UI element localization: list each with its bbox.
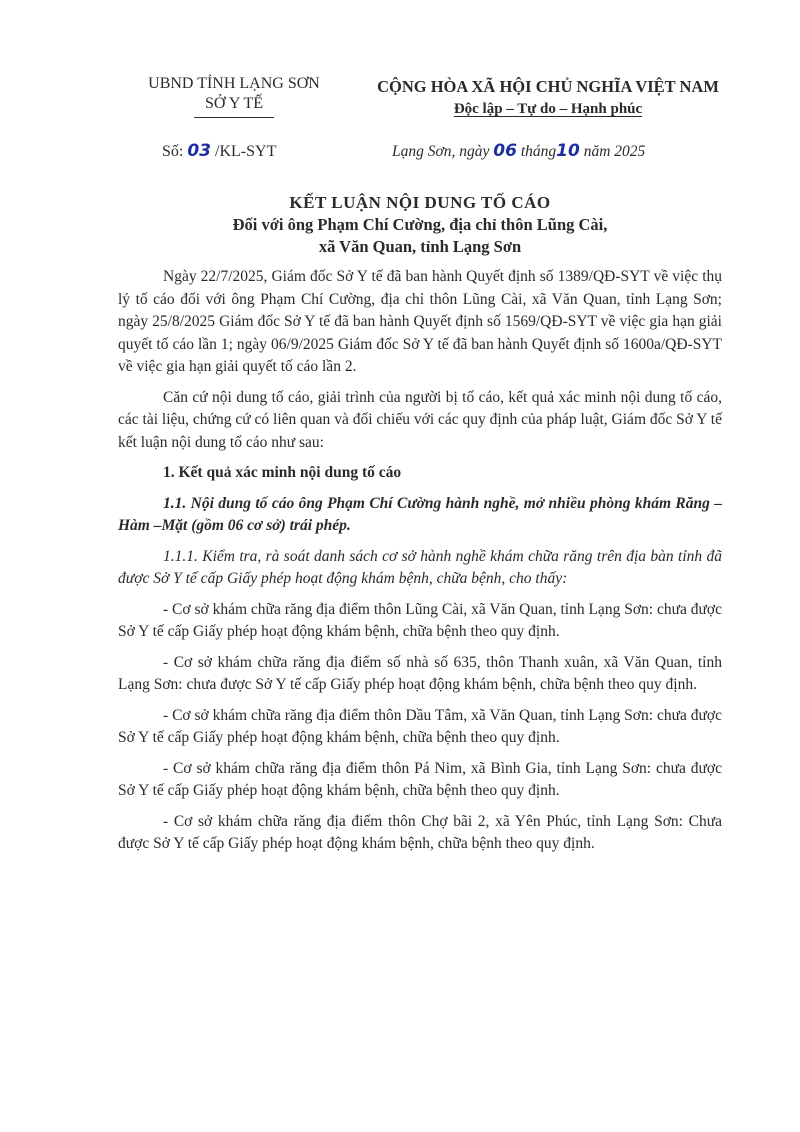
section-heading-1-1: 1.1. Nội dung tố cáo ông Phạm Chí Cường hành nghề, mở nhiều phòng khám Răng – Hàm –Mặt (gồm 06 cơ sở) trái phép. xyxy=(118,494,722,534)
section-heading-1-1-1: 1.1.1. Kiểm tra, rà soát danh sách cơ sở hành nghề khám chữa răng trên địa bàn tỉnh đã được Sở Y tế cấp Giấy phép hoạt động khám bệnh, chữa bệnh, cho thấy: xyxy=(118,547,722,587)
document-title xyxy=(100,192,740,258)
title-main: KẾT LUẬN NỘI DUNG TỐ CÁO xyxy=(289,193,551,212)
issuing-agency xyxy=(128,74,340,114)
paragraph-intro: Ngày 22/7/2025, Giám đốc Sở Y tế đã ban hành Quyết định số 1389/QĐ-SYT về việc thụ lý tố cáo đối với ông Phạm Chí Cường, địa chỉ thôn Lũng Cài, xã Văn Quan, tỉnh Lạng Sơn; ngày 25/8/2025 Giám đốc Sở Y tế đã ban hành Quyết định số 1569/QĐ-SYT về việc gia hạn giải quyết tố cáo lần 1; ngày 06/9/2025 Giám đốc Sở Y tế đã ban hành Quyết định số 1600a/QĐ-SYT về việc gia hạn giải quyết tố cáo lần 2. xyxy=(118,268,722,375)
national-header xyxy=(348,76,748,120)
national-motto: Độc lập – Tự do – Hạnh phúc xyxy=(453,101,643,117)
document-body xyxy=(118,266,722,856)
handwritten-number: 03 xyxy=(187,141,212,161)
document-number: Số: 03 /KL-SYT xyxy=(162,141,277,161)
title-subject-line-1: Đối với ông Phạm Chí Cường, địa chỉ thôn Lũng Cài, xyxy=(232,215,608,234)
country-name: CỘNG HÒA XÃ HỘI CHỦ NGHĨA VIỆT NAM xyxy=(377,77,719,96)
list-item: - Cơ sở khám chữa răng địa điểm thôn Chợ bãi 2, xã Yên Phúc, tỉnh Lạng Sơn: Chưa được Sở Y tế cấp Giấy phép hoạt động khám bệnh, chữa bệnh theo quy định. xyxy=(118,812,722,852)
document-date: Lạng Sơn, ngày 06 tháng10 năm 2025 xyxy=(392,141,646,161)
list-item: - Cơ sở khám chữa răng địa điểm thôn Lũng Cài, xã Văn Quan, tỉnh Lạng Sơn: chưa được Sở Y tế cấp Giấy phép hoạt động khám bệnh, chữa bệnh theo quy định. xyxy=(118,600,722,640)
list-item: - Cơ sở khám chữa răng địa điểm số nhà số 635, thôn Thanh xuân, xã Văn Quan, tỉnh Lạng Sơn: chưa được Sở Y tế cấp Giấy phép hoạt động khám bệnh, chữa bệnh theo quy định. xyxy=(118,653,722,693)
agency-parent: UBND TỈNH LẠNG SƠN xyxy=(148,75,320,92)
list-item: - Cơ sở khám chữa răng địa điểm thôn Pá Nim, xã Bình Gia, tỉnh Lạng Sơn: chưa được Sở Y tế cấp Giấy phép hoạt động khám bệnh, chữa bệnh theo quy định. xyxy=(118,759,722,799)
agency-underline xyxy=(194,117,274,118)
handwritten-month: 10 xyxy=(556,141,580,161)
title-subject-line-2: xã Văn Quan, tỉnh Lạng Sơn xyxy=(318,237,522,256)
section-heading-1: 1. Kết quả xác minh nội dung tố cáo xyxy=(163,464,402,481)
agency-name: SỞ Y TẾ xyxy=(204,95,264,112)
handwritten-day: 06 xyxy=(493,141,517,161)
list-item: - Cơ sở khám chữa răng địa điểm thôn Dầu Tâm, xã Văn Quan, tỉnh Lạng Sơn: chưa được Sở Y tế cấp Giấy phép hoạt động khám bệnh, chữa bệnh theo quy định. xyxy=(118,706,722,746)
paragraph-basis: Căn cứ nội dung tố cáo, giải trình của người bị tố cáo, kết quả xác minh nội dung tố cáo, các tài liệu, chứng cứ có liên quan và đối chiếu với các quy định của pháp luật, Giám đốc Sở Y tế kết luận nội dung tố cáo như sau: xyxy=(118,388,722,451)
